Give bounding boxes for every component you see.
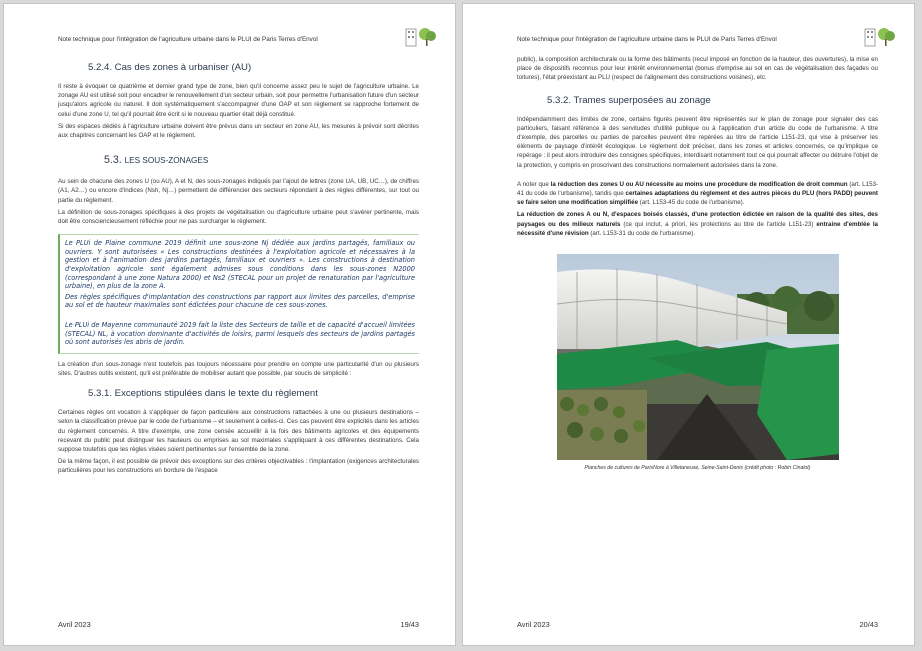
section-5-3-2-title: 5.3.2. Trames superposées au zonage	[547, 94, 711, 106]
note-text: A noter que	[517, 180, 551, 188]
section-5-3-title	[104, 154, 419, 167]
note-text: (ce qui inclut, a priori, les protections au titre de l'article L151-23)	[620, 220, 817, 228]
note-paragraph	[517, 180, 878, 208]
greenhouse-photo	[557, 254, 839, 460]
callout-paragraph: Le PLUi de Plaine commune 2019 définit une sous-zone Nj dédiée aux jardins partagés, familiaux ou ouvriers. Y sont autorisées « Les constructions destinées à l'exploitation agricole et nécessaires à la gestion et à l'animation des jardins partagés, familiaux et ouvriers ». Les constructions à destination d'exploitation agricole sont également admises sous conditions dans les sous-zones N2000 (correspondant à une zone Natura 2000) et Ns2 (STECAL pour un projet de renaturation par l'agriculture urbaine), en plus de la zone A.	[65, 239, 415, 291]
note-paragraph	[517, 210, 878, 238]
note-text: (art. L153-45 du code de l'urbanisme).	[638, 199, 745, 207]
callout-paragraph: Le PLUi de Mayenne communauté 2019 fait la liste des Secteurs de taille et de capacité d'accueil limitées (STECAL) NL, à vocation dominante d'activités de loisirs, parmi lesquels des secteurs de jardins partagés où sont autorisés les abris de jardin.	[65, 320, 415, 347]
footer-date: Avril 2023	[517, 620, 550, 629]
paragraph: Certaines règles ont vocation à s'appliquer de façon particulière aux constructions rattachées à une ou plusieurs destinations – selon la classification prévue par le code de l'urbanisme – et seulement à celles-ci. Ces cas peuvent être explicités dans les articles du règlement concernés. A titre d'exemple, une zone censée accueillir à la fois des bâtiments agricoles et des équipements recevant du public peut distinguer les hauteurs ou emprises au sol maximales s'appliquant à ces différentes destinations. Cela suppose toutefois que les règles visées soient pertinentes sur l'ensemble de la zone.	[58, 409, 419, 453]
section-5-3-1-title: 5.3.1. Exceptions stipulées dans le texte du règlement	[88, 388, 318, 400]
logo-icon	[864, 26, 896, 48]
paragraph: La définition de sous-zonages spécifiques à des projets de végétalisation ou d'agriculture urbaine peut s'avérer pertinente, mais doit être consciencieusement réfléchie pour ne pas surcharger le règlement.	[58, 208, 419, 226]
right-page-body	[517, 55, 878, 473]
page-footer	[58, 620, 419, 632]
note-bold: certaines adaptations du règlement et des autres pièces du PLU (hors PADD) peuvent se faire selon une modification simplifiée	[517, 190, 878, 207]
paragraph: Si des espaces dédiés à l'agriculture urbaine doivent être prévus dans un secteur en zone AU, les mesures à prévoir sont décrites aux chapitres concernant les OAP et le règlement.	[58, 122, 419, 140]
note-bold: entraine d'emblée la nécessité d'une révision	[517, 220, 878, 237]
paragraph: public), la composition architecturale ou la forme des bâtiments (recul imposé en fonction de la hauteur, des ouvertures), la mise en place de dispositifs reconnus pour leur intérêt environnemental (bonus d'emprise au sol en cas de végétalisation des façades ou toitures), l'état préexistant au PLU (respect de l'alignement des constructions voisines), etc.	[517, 56, 878, 82]
page-19	[3, 3, 456, 646]
header-title: Note technique pour l'intégration de l'agriculture urbaine dans le PLUI de Paris Terres d'Envol	[517, 36, 777, 43]
paragraph: De la même façon, il est possible de prévoir des exceptions sur des critères objectivables : l'implantation (exigences architecturales particulières pour les constructions en bordure de l'espace	[58, 458, 419, 475]
page-header	[517, 32, 896, 50]
section-title: LES SOUS-ZONAGES	[124, 156, 209, 166]
header-title: Note technique pour l'intégration de l'agriculture urbaine dans le PLUI de Paris Terres d'Envol	[58, 36, 318, 43]
page-number: 20/43	[859, 620, 878, 629]
note-bold: La réduction de zones A ou N, d'espaces boisés classés, d'une protection édictée en raison de la qualité des sites, des paysages ou des milieux naturels	[517, 211, 878, 228]
paragraph: Au sein de chacune des zones U (ou AU), A et N, des sous-zonages indiqués par l'ajout de lettres (zone UA, UB, UC…), de chiffres (A1, A2…) ou encore d'indices (Nsh, Nj…) permettent de différencier des secteurs répondant à des règles différentes, sur tout ou partie du règlement.	[58, 178, 419, 204]
page-footer	[517, 620, 878, 632]
section-number: 5.3.	[104, 154, 122, 167]
footer-date: Avril 2023	[58, 620, 91, 629]
page-number: 19/43	[400, 620, 419, 629]
note-text: (art. L153-41 du code de l'urbanisme), tandis que	[517, 180, 879, 198]
note-bold: la réduction des zones U ou AU nécessite au moins une procédure de modification de droit commun	[550, 180, 848, 188]
paragraph: Indépendamment des limites de zone, certains figurés peuvent être représentés sur le plan de zonage pour signaler des cas particuliers, faisant référence à des servitudes d'utilité publique ou à l'application d'un article du code de l'urbanisme. A titre d'exemple, des parcelles ou parties de parcelles peuvent être repérées au titre de l'article L151-23, qui vise à préserver les éléments de paysage d'intérêt écologique. Le règlement doit préciser, dans les zones et articles concernés, ce qu'implique ce repérage : il peut alors introduire des consignes spécifiques, interdisant notamment tout ce qui pourrait affecter ou détruire l'objet de la protection, y compris en proscrivant des constructions normalement autorisées dans la zone.	[517, 115, 878, 169]
logo-icon	[405, 26, 437, 48]
callout-paragraph: Des règles spécifiques d'implantation des constructions par rapport aux limites des parcelles, d'emprise au sol et de hauteur maximales sont édictées pour chacune de ces sous-zones.	[65, 292, 415, 310]
section-5-2-4-title: 5.2.4. Cas des zones à urbaniser (AU)	[88, 62, 252, 73]
paragraph: Il reste à évoquer ce quatrième et dernier grand type de zone, bien qu'il concerne assez peu le sujet de l'agriculture urbaine. Le zonage AU est utilisé soit pour encadrer le renouvellement d'un secteur urbain, soit pour permettre l'urbanisation future d'un secteur jusqu'alors agricole ou naturel. Il doit systématiquement s'accompagner d'une OAP et son règlement se rapproche fortement de celui d'une zone U, tel qu'il pourrait être écrit si le nouveau quartier était déjà constitué.	[58, 83, 419, 118]
note-text: (art. L153-31 du code de l'urbanisme).	[588, 229, 696, 237]
left-page-body	[58, 58, 419, 479]
page-20	[462, 3, 915, 646]
photo-caption: Planches de cultures de ParisNore à Villetaneuse, Seine-Saint-Denis (crédit photo : Robin Cinalot)	[584, 465, 811, 472]
page-header	[58, 32, 437, 50]
example-callout-box	[58, 234, 419, 354]
paragraph: La création d'un sous-zonage n'est toutefois pas toujours nécessaire pour prendre en compte une particularité d'un ou plusieurs sites. D'autres outils existent, qu'il est préférable de mobiliser autant que possible, par soucis de simplicité :	[58, 360, 419, 377]
